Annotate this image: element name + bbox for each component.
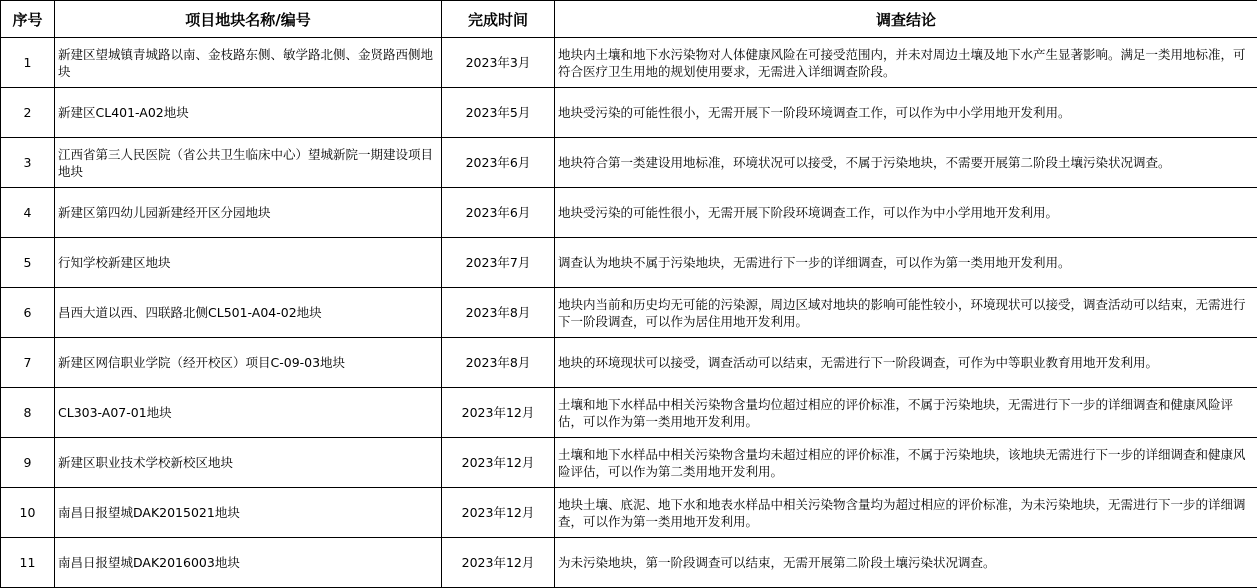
table-row (1, 488, 1257, 538)
table-row (1, 388, 1257, 438)
table-row (1, 438, 1257, 488)
row-number: 6 (1, 288, 55, 338)
completion-date: 2023年12月 (442, 438, 555, 488)
completion-date: 2023年3月 (442, 38, 555, 88)
project-name: 新建区职业技术学校新校区地块 (55, 438, 442, 488)
header-conclusion: 调查结论 (555, 1, 1257, 38)
completion-date: 2023年5月 (442, 88, 555, 138)
project-name: 新建区网信职业学院（经开校区）项目C-09-03地块 (55, 338, 442, 388)
project-name: 昌西大道以西、四联路北侧CL501-A04-02地块 (55, 288, 442, 338)
project-name: 南昌日报望城DAK2015021地块 (55, 488, 442, 538)
survey-conclusion: 地块的环境现状可以接受，调查活动可以结束，无需进行下一阶段调查，可作为中等职业教育用地开发利用。 (555, 338, 1257, 388)
row-number: 2 (1, 88, 55, 138)
survey-conclusion: 地块符合第一类建设用地标准，环境状况可以接受，不属于污染地块，不需要开展第二阶段土壤污染状况调查。 (555, 138, 1257, 188)
completion-date: 2023年6月 (442, 188, 555, 238)
row-number: 4 (1, 188, 55, 238)
project-name: 新建区CL401-A02地块 (55, 88, 442, 138)
project-name: 新建区第四幼儿园新建经开区分园地块 (55, 188, 442, 238)
survey-conclusion: 为未污染地块，第一阶段调查可以结束，无需开展第二阶段土壤污染状况调查。 (555, 538, 1257, 588)
row-number: 3 (1, 138, 55, 188)
table-row (1, 238, 1257, 288)
table-row (1, 338, 1257, 388)
completion-date: 2023年12月 (442, 538, 555, 588)
header-no: 序号 (1, 1, 55, 38)
completion-date: 2023年6月 (442, 138, 555, 188)
table-header-row (1, 1, 1257, 38)
table-row (1, 138, 1257, 188)
survey-conclusion: 土壤和地下水样品中相关污染物含量均位超过相应的评价标准，不属于污染地块，无需进行下一步的详细调查和健康风险评估，可以作为第一类用地开发利用。 (555, 388, 1257, 438)
row-number: 10 (1, 488, 55, 538)
completion-date: 2023年12月 (442, 388, 555, 438)
survey-conclusion: 地块内土壤和地下水污染物对人体健康风险在可接受范围内，并未对周边土壤及地下水产生显著影响。满足一类用地标准，可符合医疗卫生用地的规划使用要求，无需进入详细调查阶段。 (555, 38, 1257, 88)
survey-conclusion: 地块内当前和历史均无可能的污染源，周边区域对地块的影响可能性较小，环境现状可以接受，调查活动可以结束，无需进行下一阶段调查，可以作为居住用地开发利用。 (555, 288, 1257, 338)
header-project-name: 项目地块名称/编号 (55, 1, 442, 38)
table-row (1, 538, 1257, 588)
completion-date: 2023年8月 (442, 288, 555, 338)
row-number: 8 (1, 388, 55, 438)
completion-date: 2023年8月 (442, 338, 555, 388)
survey-conclusion: 调查认为地块不属于污染地块，无需进行下一步的详细调查，可以作为第一类用地开发利用。 (555, 238, 1257, 288)
completion-date: 2023年12月 (442, 488, 555, 538)
survey-conclusion: 地块受污染的可能性很小，无需开展下一阶段环境调查工作，可以作为中小学用地开发利用。 (555, 88, 1257, 138)
project-name: 新建区望城镇青城路以南、金枝路东侧、敏学路北侧、金贤路西侧地块 (55, 38, 442, 88)
survey-conclusion: 地块受污染的可能性很小，无需开展下阶段环境调查工作，可以作为中小学用地开发利用。 (555, 188, 1257, 238)
survey-conclusion: 地块土壤、底泥、地下水和地表水样品中相关污染物含量均为超过相应的评价标准，为未污染地块，无需进行下一步的详细调查，可以作为第一类用地开发利用。 (555, 488, 1257, 538)
project-name: CL303-A07-01地块 (55, 388, 442, 438)
table-row (1, 38, 1257, 88)
table-row (1, 288, 1257, 338)
project-name: 江西省第三人民医院（省公共卫生临床中心）望城新院一期建设项目地块 (55, 138, 442, 188)
row-number: 7 (1, 338, 55, 388)
project-name: 行知学校新建区地块 (55, 238, 442, 288)
survey-conclusion: 土壤和地下水样品中相关污染物含量均未超过相应的评价标准，不属于污染地块，该地块无需进行下一步的详细调查和健康风险评估，可以作为第二类用地开发利用。 (555, 438, 1257, 488)
table-row (1, 188, 1257, 238)
table-row (1, 88, 1257, 138)
project-name: 南昌日报望城DAK2016003地块 (55, 538, 442, 588)
row-number: 1 (1, 38, 55, 88)
completion-date: 2023年7月 (442, 238, 555, 288)
row-number: 11 (1, 538, 55, 588)
header-completion-date: 完成时间 (442, 1, 555, 38)
row-number: 5 (1, 238, 55, 288)
row-number: 9 (1, 438, 55, 488)
